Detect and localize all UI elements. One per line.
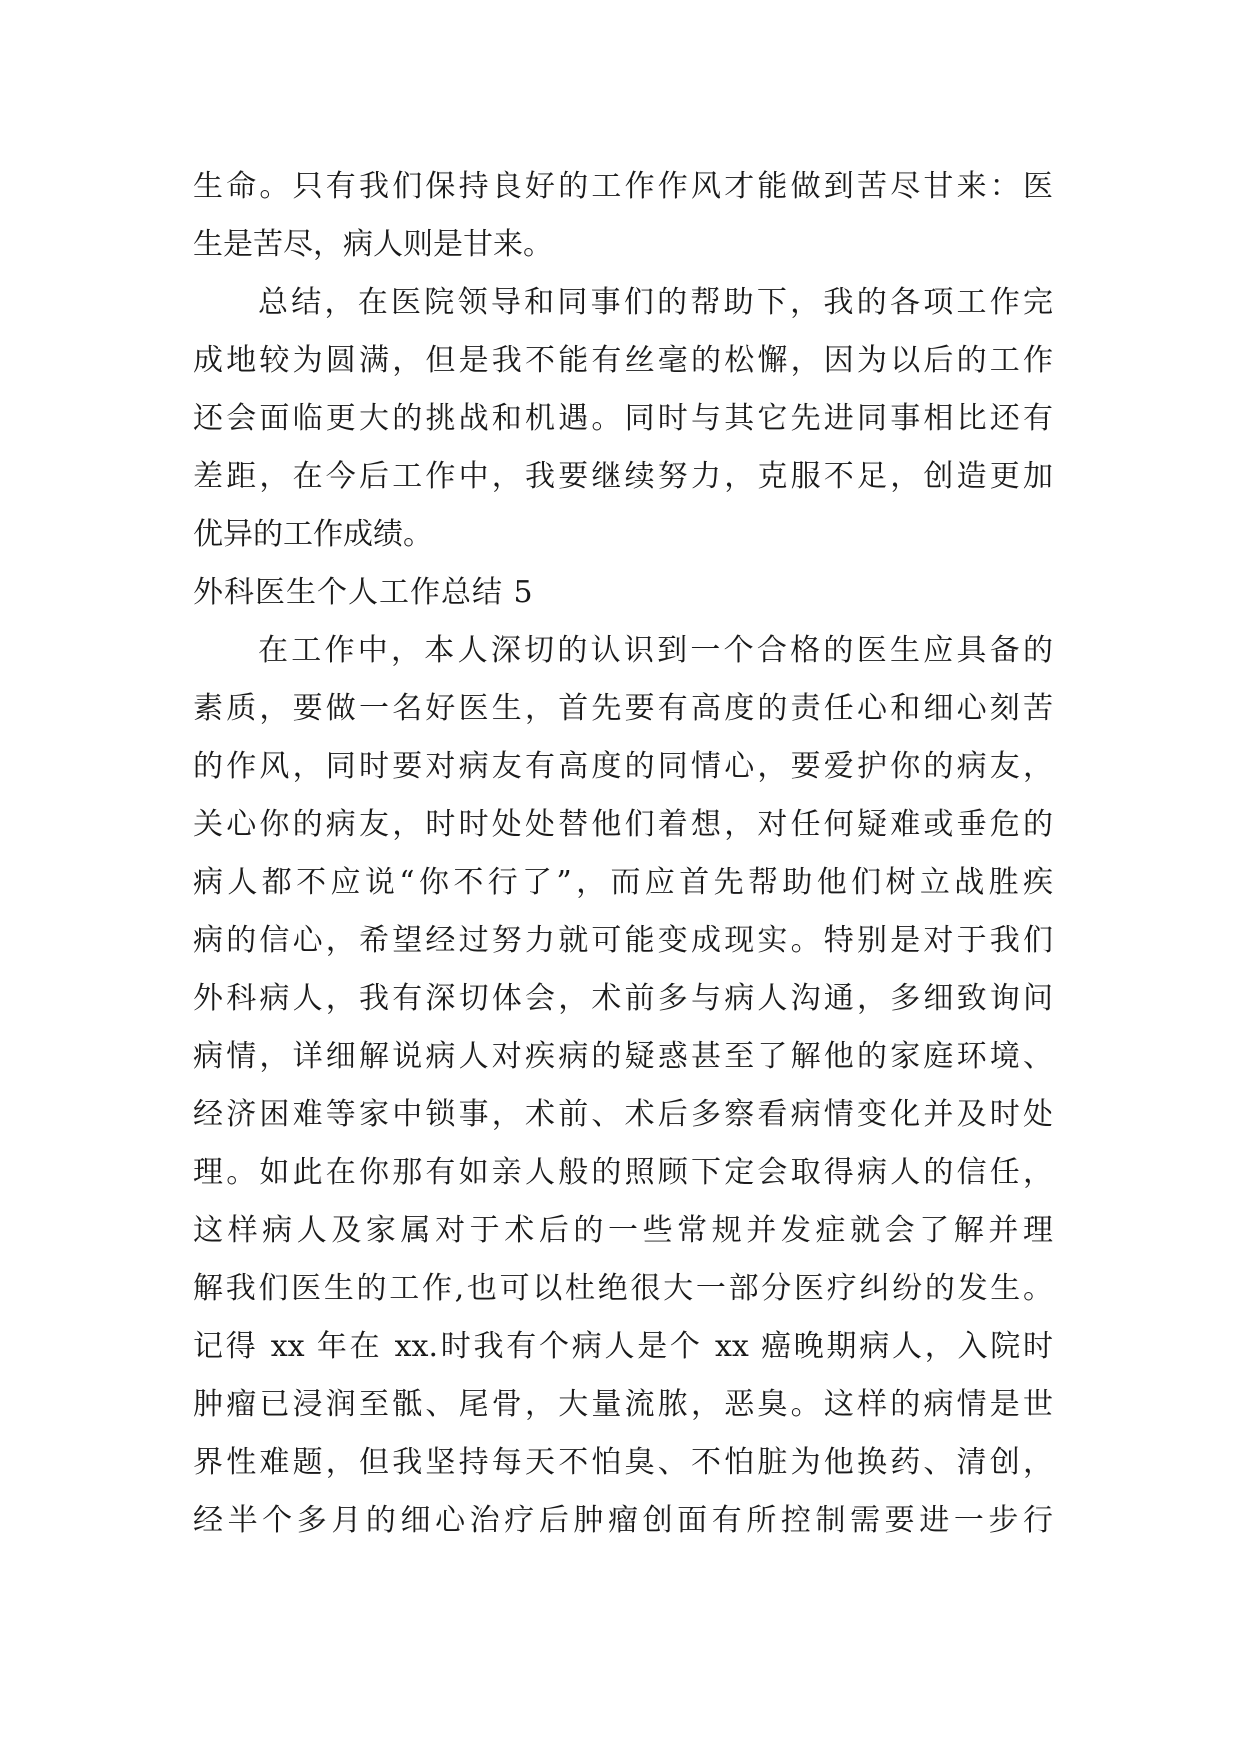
paragraph-line: 病情，详细解说病人对疾病的疑惑甚至了解他的家庭环境、 (193, 1039, 1053, 1074)
paragraph-line: 理。如此在你那有如亲人般的照顾下定会取得病人的信任， (193, 1155, 1053, 1190)
paragraph-line: 生命。只有我们保持良好的工作作风才能做到苦尽甘来：医 (193, 169, 1053, 204)
paragraph-line: 成地较为圆满，但是我不能有丝毫的松懈，因为以后的工作 (193, 343, 1053, 378)
paragraph-line: 病的信心，希望经过努力就可能变成现实。特别是对于我们 (193, 923, 1053, 958)
paragraph-line: 经半个多月的细心治疗后肿瘤创面有所控制需要进一步行 (193, 1503, 1053, 1538)
section-heading: 外科医生个人工作总结 5 (193, 575, 534, 610)
paragraph-line: 关心你的病友，时时处处替他们着想，对任何疑难或垂危的 (193, 807, 1053, 842)
paragraph-line: 生是苦尽，病人则是甘来。 (193, 227, 553, 262)
paragraph-line: 在工作中，本人深切的认识到一个合格的医生应具备的 (258, 633, 1053, 668)
paragraph-line: 还会面临更大的挑战和机遇。同时与其它先进同事相比还有 (193, 401, 1053, 436)
paragraph-line: 肿瘤已浸润至骶、尾骨，大量流脓，恶臭。这样的病情是世 (193, 1387, 1053, 1422)
paragraph-line: 解我们医生的工作,也可以杜绝很大一部分医疗纠纷的发生。 (193, 1271, 1053, 1306)
paragraph-line: 病人都不应说“你不行了”，而应首先帮助他们树立战胜疾 (193, 865, 1053, 900)
paragraph-line: 经济困难等家中锁事，术前、术后多察看病情变化并及时处 (193, 1097, 1053, 1132)
paragraph-line: 优异的工作成绩。 (193, 517, 433, 552)
paragraph-line: 界性难题，但我坚持每天不怕臭、不怕脏为他换药、清创， (193, 1445, 1053, 1480)
paragraph-line: 差距，在今后工作中，我要继续努力，克服不足，创造更加 (193, 459, 1053, 494)
paragraph-line: 素质，要做一名好医生，首先要有高度的责任心和细心刻苦 (193, 691, 1053, 726)
paragraph-line: 总结，在医院领导和同事们的帮助下，我的各项工作完 (258, 285, 1053, 320)
paragraph-line: 外科病人，我有深切体会，术前多与病人沟通，多细致询问 (193, 981, 1053, 1016)
paragraph-line: 记得 xx 年在 xx.时我有个病人是个 xx 癌晚期病人，入院时 (193, 1329, 1053, 1364)
paragraph-line: 的作风，同时要对病友有高度的同情心，要爱护你的病友， (193, 749, 1053, 784)
paragraph-line: 这样病人及家属对于术后的一些常规并发症就会了解并理 (193, 1213, 1053, 1248)
